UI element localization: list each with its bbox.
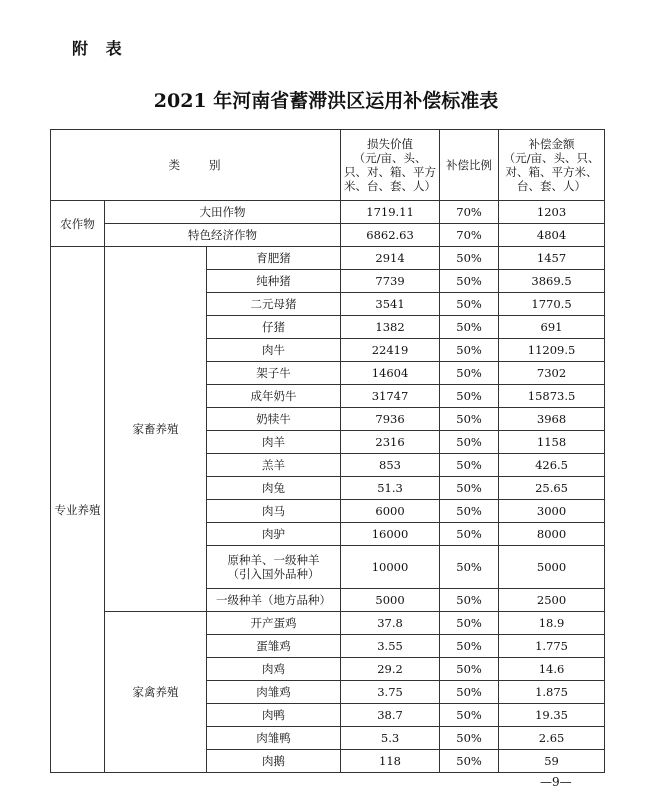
loss-value: 1719.11 <box>341 201 440 224</box>
loss-value: 3.75 <box>341 681 440 704</box>
amount: 3000 <box>499 500 605 523</box>
table-row <box>51 612 605 635</box>
group-livestock: 家畜养殖 <box>105 247 207 612</box>
ratio: 50% <box>440 727 499 750</box>
ratio: 50% <box>440 658 499 681</box>
header-amount: 补偿金额 （元/亩、头、只、对、箱、平方米、台、套、人） <box>499 130 605 201</box>
ratio: 50% <box>440 431 499 454</box>
loss-value: 853 <box>341 454 440 477</box>
ratio: 70% <box>440 201 499 224</box>
loss-value: 10000 <box>341 546 440 589</box>
item-name: 育肥猪 <box>207 247 341 270</box>
amount: 7302 <box>499 362 605 385</box>
appendix-label: 附 表 <box>72 39 128 58</box>
loss-value: 2914 <box>341 247 440 270</box>
amount: 1770.5 <box>499 293 605 316</box>
amount: 426.5 <box>499 454 605 477</box>
item-name: 一级种羊（地方品种） <box>207 589 341 612</box>
loss-value: 16000 <box>341 523 440 546</box>
loss-value: 1382 <box>341 316 440 339</box>
amount: 14.6 <box>499 658 605 681</box>
table-row <box>51 224 605 247</box>
group-poultry: 家禽养殖 <box>105 612 207 773</box>
item-name: 二元母猪 <box>207 293 341 316</box>
table-row <box>51 247 605 270</box>
item-name: 肉鹅 <box>207 750 341 773</box>
ratio: 50% <box>440 681 499 704</box>
item-name: 肉鸡 <box>207 658 341 681</box>
ratio: 50% <box>440 704 499 727</box>
amount: 3968 <box>499 408 605 431</box>
header-ratio: 补偿比例 <box>440 130 499 201</box>
item-name: 成年奶牛 <box>207 385 341 408</box>
ratio: 50% <box>440 477 499 500</box>
compensation-table <box>50 129 605 773</box>
ratio: 50% <box>440 316 499 339</box>
loss-value: 22419 <box>341 339 440 362</box>
loss-value: 6862.63 <box>341 224 440 247</box>
loss-value: 3541 <box>341 293 440 316</box>
ratio: 50% <box>440 385 499 408</box>
header-category: 类 别 <box>51 130 341 201</box>
amount: 2.65 <box>499 727 605 750</box>
table-row <box>51 201 605 224</box>
item-name: 肉马 <box>207 500 341 523</box>
amount: 11209.5 <box>499 339 605 362</box>
item-name: 肉雏鸡 <box>207 681 341 704</box>
ratio: 50% <box>440 635 499 658</box>
amount: 25.65 <box>499 477 605 500</box>
item-name: 肉雏鸭 <box>207 727 341 750</box>
group-crops: 农作物 <box>51 201 105 247</box>
ratio: 50% <box>440 270 499 293</box>
loss-value: 5000 <box>341 589 440 612</box>
loss-value: 118 <box>341 750 440 773</box>
loss-value: 7936 <box>341 408 440 431</box>
item-name: 肉鸭 <box>207 704 341 727</box>
loss-value: 31747 <box>341 385 440 408</box>
amount: 59 <box>499 750 605 773</box>
loss-value: 38.7 <box>341 704 440 727</box>
loss-value: 7739 <box>341 270 440 293</box>
loss-value: 51.3 <box>341 477 440 500</box>
header-loss-value: 损失价值 （元/亩、头、只、对、箱、平方米、台、套、人） <box>341 130 440 201</box>
ratio: 50% <box>440 339 499 362</box>
ratio: 70% <box>440 224 499 247</box>
amount: 18.9 <box>499 612 605 635</box>
document-title: 2021 年河南省蓄滞洪区运用补偿标准表 <box>153 90 499 112</box>
loss-value: 5.3 <box>341 727 440 750</box>
loss-value: 37.8 <box>341 612 440 635</box>
ratio: 50% <box>440 523 499 546</box>
amount: 691 <box>499 316 605 339</box>
amount: 3869.5 <box>499 270 605 293</box>
item-name: 肉驴 <box>207 523 341 546</box>
item-name: 仔猪 <box>207 316 341 339</box>
amount: 1.775 <box>499 635 605 658</box>
ratio: 50% <box>440 500 499 523</box>
amount: 1203 <box>499 201 605 224</box>
ratio: 50% <box>440 408 499 431</box>
loss-value: 29.2 <box>341 658 440 681</box>
amount: 15873.5 <box>499 385 605 408</box>
item-name: 肉羊 <box>207 431 341 454</box>
ratio: 50% <box>440 293 499 316</box>
ratio: 50% <box>440 454 499 477</box>
loss-value: 14604 <box>341 362 440 385</box>
ratio: 50% <box>440 362 499 385</box>
item-name: 架子牛 <box>207 362 341 385</box>
ratio: 50% <box>440 750 499 773</box>
item-name: 纯种猪 <box>207 270 341 293</box>
amount: 8000 <box>499 523 605 546</box>
loss-value: 6000 <box>341 500 440 523</box>
loss-value: 2316 <box>341 431 440 454</box>
item-name: 开产蛋鸡 <box>207 612 341 635</box>
item-name: 原种羊、一级种羊 （引入国外品种） <box>207 546 341 589</box>
item-name: 肉兔 <box>207 477 341 500</box>
ratio: 50% <box>440 612 499 635</box>
ratio: 50% <box>440 247 499 270</box>
amount: 1457 <box>499 247 605 270</box>
amount: 2500 <box>499 589 605 612</box>
loss-value: 3.55 <box>341 635 440 658</box>
item-name: 肉牛 <box>207 339 341 362</box>
item-name: 蛋雏鸡 <box>207 635 341 658</box>
ratio: 50% <box>440 589 499 612</box>
amount: 1158 <box>499 431 605 454</box>
amount: 1.875 <box>499 681 605 704</box>
item-name: 大田作物 <box>105 201 341 224</box>
amount: 5000 <box>499 546 605 589</box>
item-name: 羔羊 <box>207 454 341 477</box>
group-breeding: 专业养殖 <box>51 247 105 773</box>
amount: 19.35 <box>499 704 605 727</box>
header-row <box>51 130 605 201</box>
item-name: 特色经济作物 <box>105 224 341 247</box>
amount: 4804 <box>499 224 605 247</box>
page-number: —9— <box>540 775 572 789</box>
item-name: 奶犊牛 <box>207 408 341 431</box>
ratio: 50% <box>440 546 499 589</box>
